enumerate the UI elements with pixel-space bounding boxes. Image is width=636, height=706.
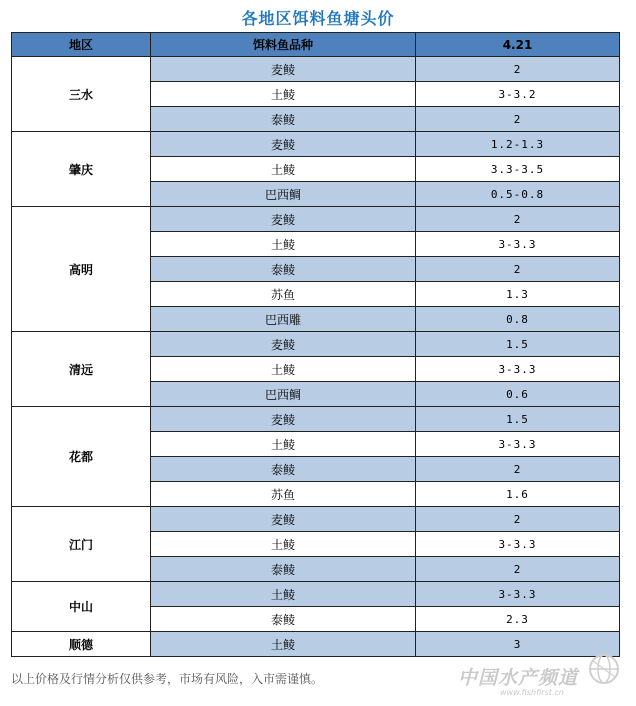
price-cell: 2 <box>416 557 620 582</box>
price-cell: 1.5 <box>416 407 620 432</box>
species-cell: 巴西雕 <box>151 307 416 332</box>
species-cell: 土鲮 <box>151 532 416 557</box>
price-cell: 0.5-0.8 <box>416 182 620 207</box>
region-cell: 肇庆 <box>12 132 151 207</box>
header-date: 4.21 <box>416 33 620 57</box>
species-cell: 麦鲮 <box>151 332 416 357</box>
table-header-row <box>12 33 620 57</box>
price-cell: 3-3.2 <box>416 82 620 107</box>
species-cell: 土鲮 <box>151 82 416 107</box>
price-cell: 3-3.3 <box>416 582 620 607</box>
species-cell: 巴西鲷 <box>151 382 416 407</box>
species-cell: 土鲮 <box>151 157 416 182</box>
price-cell: 3-3.3 <box>416 432 620 457</box>
table-row <box>12 507 620 532</box>
species-cell: 苏鱼 <box>151 282 416 307</box>
species-cell: 苏鱼 <box>151 482 416 507</box>
table-row <box>12 207 620 232</box>
species-cell: 麦鲮 <box>151 132 416 157</box>
price-cell: 1.6 <box>416 482 620 507</box>
region-cell: 三水 <box>12 57 151 132</box>
price-cell: 0.8 <box>416 307 620 332</box>
table-row <box>12 582 620 607</box>
table-row <box>12 57 620 82</box>
species-cell: 土鲮 <box>151 232 416 257</box>
price-cell: 1.2-1.3 <box>416 132 620 157</box>
species-cell: 麦鲮 <box>151 407 416 432</box>
species-cell: 土鲮 <box>151 632 416 657</box>
region-cell: 江门 <box>12 507 151 582</box>
page-title: 各地区饵料鱼塘头价 <box>241 9 395 28</box>
price-cell: 3-3.3 <box>416 232 620 257</box>
price-cell: 3-3.3 <box>416 532 620 557</box>
region-cell: 清远 <box>12 332 151 407</box>
price-table <box>11 32 620 657</box>
price-cell: 2.3 <box>416 607 620 632</box>
species-cell: 土鲮 <box>151 357 416 382</box>
price-cell: 2 <box>416 507 620 532</box>
table-row <box>12 132 620 157</box>
globe-logo-icon <box>587 652 621 686</box>
table-row <box>12 407 620 432</box>
species-cell: 麦鲮 <box>151 207 416 232</box>
price-cell: 3 <box>416 632 620 657</box>
watermark-url: www.fishfirst.cn <box>500 688 564 697</box>
species-cell: 泰鲮 <box>151 107 416 132</box>
species-cell: 土鲮 <box>151 582 416 607</box>
species-cell: 泰鲮 <box>151 257 416 282</box>
price-cell: 3.3-3.5 <box>416 157 620 182</box>
species-cell: 泰鲮 <box>151 457 416 482</box>
table-body <box>12 57 620 657</box>
disclaimer-text: 以上价格及行情分析仅供参考，市场有风险，入市需谨慎。 <box>11 672 324 686</box>
table-row <box>12 632 620 657</box>
price-cell: 2 <box>416 207 620 232</box>
header-region: 地区 <box>12 33 151 57</box>
region-cell: 花都 <box>12 407 151 507</box>
species-cell: 泰鲮 <box>151 607 416 632</box>
price-cell: 0.6 <box>416 382 620 407</box>
price-cell: 2 <box>416 57 620 82</box>
species-cell: 土鲮 <box>151 432 416 457</box>
watermark-text: 中国水产频道 <box>458 667 579 689</box>
region-cell: 中山 <box>12 582 151 632</box>
price-cell: 2 <box>416 257 620 282</box>
price-cell: 3-3.3 <box>416 357 620 382</box>
region-cell: 顺德 <box>12 632 151 657</box>
species-cell: 泰鲮 <box>151 557 416 582</box>
species-cell: 麦鲮 <box>151 57 416 82</box>
price-cell: 2 <box>416 107 620 132</box>
region-cell: 高明 <box>12 207 151 332</box>
price-cell: 1.3 <box>416 282 620 307</box>
species-cell: 麦鲮 <box>151 507 416 532</box>
price-cell: 1.5 <box>416 332 620 357</box>
species-cell: 巴西鲷 <box>151 182 416 207</box>
table-row <box>12 332 620 357</box>
price-cell: 2 <box>416 457 620 482</box>
header-species: 饵料鱼品种 <box>151 33 416 57</box>
